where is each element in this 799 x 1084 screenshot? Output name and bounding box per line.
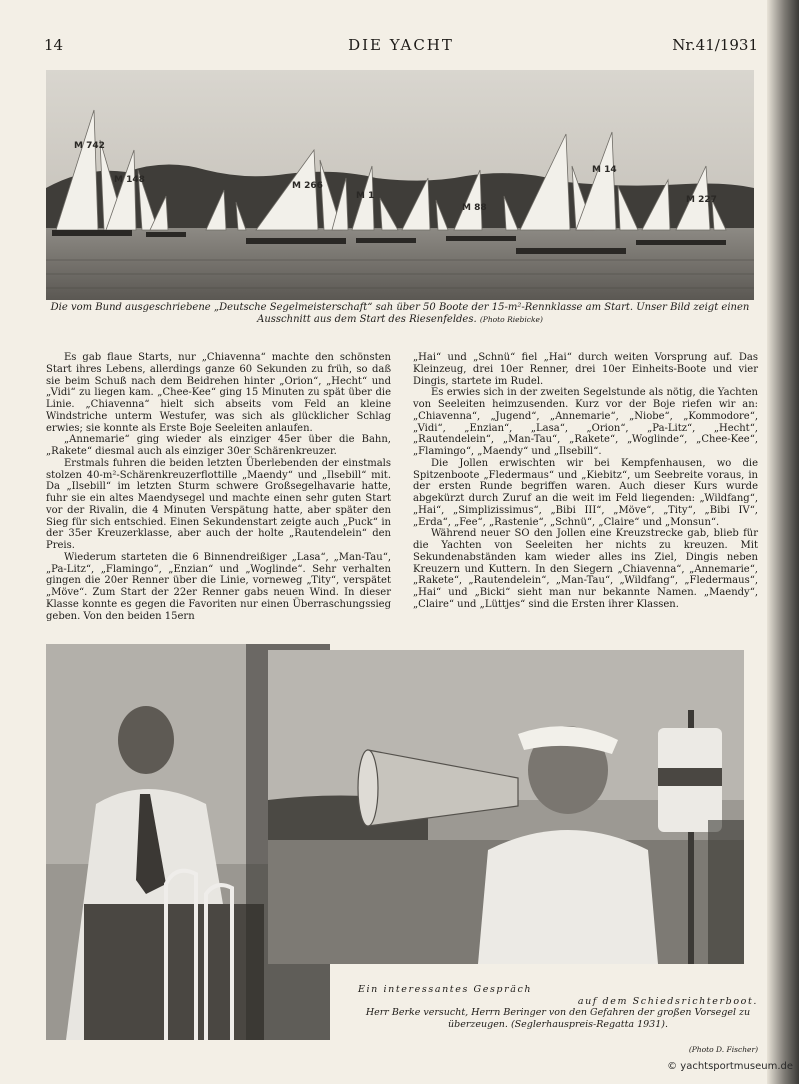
paragraph: Es erwies sich in der zweiten Segelstunde als nötig, die Yachten von Seeleiten heimzusenden. Kurz vor der Boje riefen wir an: „Chiavenna“, „Jugend“, „Annemarie“, „Niobe“, „Kommodore“, „Vidi“, „Enzian“, „Lasa“, „Orion“, „Pa-Litz“, „Hecht“, „Rautendelein“, „Man-Tau“, „Rakete“, „Woglinde“, „Chee-Kee“, „Flamingo“, „Maendy“ und „Ilsebill“. <box>413 387 758 457</box>
paragraph: Die Jollen erwischten wir bei Kempfenhausen, wo die Spitzenboote „Fledermaus“ und „Kiebitz“, um Seebreite voraus, in der ersten Runde begriffen waren. Auch dieser Kurs wurde abgekürzt durch Zuruf an die weit im Feld liegenden: „Wildfang“, „Hai“, „Simplizissimus“, „Bibi III“, „Möve“, „Tity“, „Bibi IV“, „Erda“, „Fee“, „Rastenie“, „Schnü“, „Claire“ und „Monsun“. <box>413 457 758 528</box>
page-edge-shadow <box>767 0 799 1084</box>
issue-number: Nr.41/1931 <box>672 36 758 54</box>
article-column-right <box>413 352 758 611</box>
sail-number-5: M 88 <box>462 203 487 213</box>
paragraph: Während neuer SO den Jollen eine Kreuzstrecke gab, blieb für die Yachten von Seeleiten her nichts zu kreuzen. Mit Sekundenabständen kam wieder alles ins Ziel, Dingis neben Kreuzern und Kuttern. In den Siegern „Chiavenna“, „Annemarie“, „Rakete“, „Rautendelein“, „Man-Tau“, „Wildfang“, „Fledermaus“, „Hai“ und „Bicki“ sieht man nur bekannte Namen. „Maendy“, „Claire“ und „Lüttjes“ sind die Ersten ihrer Klassen. <box>413 528 758 610</box>
sail-number-1: M 742 <box>74 141 105 151</box>
sail-number-6: M 14 <box>592 165 617 175</box>
paragraph: Wiederum starteten die 6 Binnendreißiger „Lasa“, „Man-Tau“, „Pa-Litz“, „Flamingo“, „Enzian“ und „Woglinde“. Sehr verhalten gingen die 20er Renner über die Linie, vorneweg „Tity“, verspätet „Möve“. Zum Start der 22er Renner gabs neuen Wind. In dieser Klasse konnte es gegen die Favoriten nur einen Überraschungssieg geben. Von den beiden 15ern <box>46 551 391 622</box>
watermark: © yachtsportmuseum.de <box>667 1061 793 1072</box>
paragraph: „Annemarie“ ging wieder als einziger 45er über die Bahn, „Rakete“ diesmal auch als einziger 30er Schärenkreuzer. <box>46 434 391 457</box>
magazine-title: DIE YACHT <box>348 36 454 54</box>
caption-text: Die vom Bund ausgeschriebene „Deutsche Segelmeisterschaft“ sah über 50 Boote der 15-m²-Rennklasse am Start. Unser Bild zeigt einen Ausschnitt aus dem Start des Riesenfeldes. <box>50 302 750 325</box>
sail-number-7: M 227 <box>686 195 717 205</box>
photo-caption-bottom <box>358 984 758 1056</box>
sail-number-4: M 1 <box>356 191 375 201</box>
sail-number-3: M 266 <box>292 181 323 191</box>
page-number: 14 <box>44 36 64 54</box>
caption-body: Herr Berke versucht, Herrn Beringer von den Gefahren der großen Vorsegel zu überzeugen. (Seglerhauspreis-Regatta 1931). <box>365 1007 751 1030</box>
megaphone-photo <box>268 650 744 964</box>
paragraph: Es gab flaue Starts, nur „Chiavenna“ machte den schönsten Start ihres Lebens, allerdings ganze 60 Sekunden zu früh, so daß sie beim Schuß nach dem Beidrehen hinter „Orion“, „Hecht“ und „Vidi“ zu liegen kam. „Chee-Kee“ ging 15 Minuten zu spät über die Linie. „Chiavenna“ hielt sich abseits vom Feld an kleine Windstriche unterm Westufer, was sich als glücklicher Schlag erwies; sie konnte als Erste Boje Seeleiten anlaufen. <box>46 352 391 434</box>
article-column-left <box>46 352 391 622</box>
photo-credit-bottom: (Photo D. Fischer) <box>688 1045 758 1054</box>
caption-title-line-2: auf dem Schiedsrichterboot. <box>577 995 758 1007</box>
paragraph: Erstmals fuhren die beiden letzten Überlebenden der einstmals stolzen 40-m²-Schärenkreuzerflottille „Maendy“ und „Ilsebill“ mit. Da „Ilsebill“ im letzten Sturm schwere Großsegelhavarie hatte, fuhr sie ein altes Maendysegel und machte einen sehr guten Start vor der Rivalin, die 4 Minuten Verspätung hatte, aber später den Sieg für sich entschied. Einen Sekundenstart zeigte auch „Puck“ in der 35er Kreuzerklasse, aber auch der holte „Rautendelein“ den Preis. <box>46 457 391 551</box>
photo-credit-top: (Photo Riebicke) <box>479 315 543 324</box>
regatta-start-photo <box>46 70 754 300</box>
caption-title-line-1: Ein interessantes Gespräch <box>358 984 533 995</box>
paragraph: „Hai“ und „Schnü“ fiel „Hai“ durch weiten Vorsprung auf. Das Kleinzeug, drei 10er Renner, drei 10er Einheits-Boote und vier Dingis, startete im Rudel. <box>413 352 758 387</box>
page-header <box>44 36 758 58</box>
sail-number-2: M 148 <box>114 175 145 185</box>
photo-caption-top <box>50 302 750 326</box>
